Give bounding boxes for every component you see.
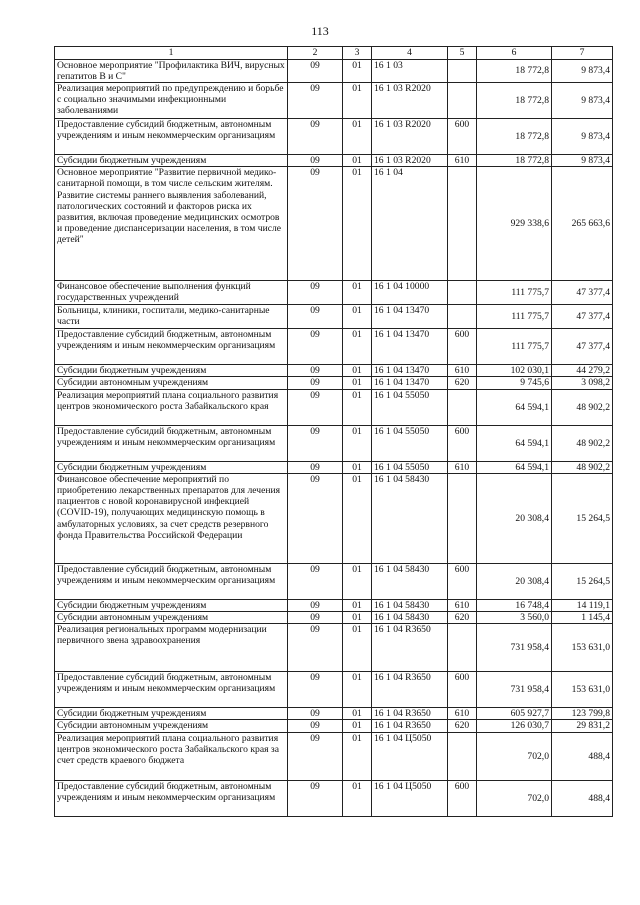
row-col-7: 48 902,2 — [552, 389, 613, 425]
row-name — [55, 599, 288, 611]
table-row — [55, 119, 613, 155]
row-col-6: 18 772,8 — [477, 83, 552, 119]
row-col-5 — [448, 60, 477, 83]
row-col-2: 09 — [288, 425, 343, 461]
row-col-2: 09 — [288, 167, 343, 281]
row-col-3: 01 — [343, 461, 372, 473]
row-name-text: Субсидии автономным учреждениям — [57, 720, 209, 732]
row-col-3: 01 — [343, 473, 372, 563]
row-name-text: Предоставление субсидий бюджетным, автономным учреждениям и иным некоммерческим организациям — [57, 425, 276, 448]
row-col-3: 01 — [343, 563, 372, 599]
row-name-text: Реализация мероприятий по предупреждению и борьбе с социально значимыми инфекционными заболеваниями — [57, 83, 284, 117]
table-row — [55, 329, 613, 365]
row-col-4: 16 1 04 R3650 — [372, 720, 448, 732]
col-header-6: 6 — [477, 47, 552, 60]
row-col-2: 09 — [288, 377, 343, 389]
table-row — [55, 599, 613, 611]
col-header-2: 2 — [288, 47, 343, 60]
col-header-5: 5 — [448, 47, 477, 60]
row-col-5: 600 — [448, 563, 477, 599]
table-row — [55, 624, 613, 672]
row-name — [55, 119, 288, 155]
row-name — [55, 708, 288, 720]
row-name-text: Субсидии бюджетным учреждениям — [57, 708, 207, 720]
table-row — [55, 167, 613, 281]
row-name — [55, 167, 288, 281]
row-col-3: 01 — [343, 708, 372, 720]
row-col-6: 929 338,6 — [477, 167, 552, 281]
row-col-5: 600 — [448, 329, 477, 365]
row-col-4: 16 1 03 — [372, 60, 448, 83]
row-col-7: 15 264,5 — [552, 473, 613, 563]
row-col-5 — [448, 389, 477, 425]
row-name — [55, 780, 288, 816]
row-col-3: 01 — [343, 60, 372, 83]
row-col-6: 731 958,4 — [477, 672, 552, 708]
row-col-5 — [448, 624, 477, 672]
row-col-4: 16 1 04 Ц5050 — [372, 732, 448, 780]
table-row — [55, 461, 613, 473]
table-row — [55, 389, 613, 425]
row-col-2: 09 — [288, 672, 343, 708]
row-col-3: 01 — [343, 377, 372, 389]
row-col-6: 9 745,6 — [477, 377, 552, 389]
table-row — [55, 425, 613, 461]
row-col-6: 702,0 — [477, 732, 552, 780]
row-name-text: Реализация мероприятий плана социального развития центров экономического роста Забайкальского края за счет средств краевого бюджета — [57, 732, 279, 767]
table-row — [55, 155, 613, 167]
table-row — [55, 563, 613, 599]
row-col-3: 01 — [343, 425, 372, 461]
row-col-2: 09 — [288, 780, 343, 816]
row-col-7: 1 145,4 — [552, 612, 613, 624]
row-name — [55, 155, 288, 167]
row-col-3: 01 — [343, 281, 372, 305]
row-col-4: 16 1 04 13470 — [372, 377, 448, 389]
row-col-6: 64 594,1 — [477, 389, 552, 425]
table-row — [55, 377, 613, 389]
row-col-3: 01 — [343, 155, 372, 167]
table-row — [55, 365, 613, 377]
row-col-2: 09 — [288, 155, 343, 167]
row-col-7: 29 831,2 — [552, 720, 613, 732]
row-col-3: 01 — [343, 365, 372, 377]
row-col-3: 01 — [343, 720, 372, 732]
row-col-5: 600 — [448, 780, 477, 816]
row-col-6: 111 775,7 — [477, 329, 552, 365]
row-col-3: 01 — [343, 624, 372, 672]
row-name-text: Предоставление субсидий бюджетным, автономным учреждениям и иным некоммерческим организациям — [57, 329, 276, 352]
row-name-text: Предоставление субсидий бюджетным, автономным учреждениям и иным некоммерческим организациям — [57, 780, 276, 803]
row-col-6: 64 594,1 — [477, 425, 552, 461]
row-name-text: Субсидии автономным учреждениям — [57, 612, 209, 624]
row-col-7: 47 377,4 — [552, 305, 613, 329]
row-col-7: 47 377,4 — [552, 329, 613, 365]
row-col-5 — [448, 281, 477, 305]
row-col-7: 488,4 — [552, 732, 613, 780]
row-col-6: 20 308,4 — [477, 563, 552, 599]
row-name — [55, 60, 288, 83]
row-col-7: 9 873,4 — [552, 60, 613, 83]
row-col-6: 126 030,7 — [477, 720, 552, 732]
row-name — [55, 425, 288, 461]
table-row — [55, 732, 613, 780]
row-col-4: 16 1 04 58430 — [372, 563, 448, 599]
row-col-7: 44 279,2 — [552, 365, 613, 377]
row-col-7: 9 873,4 — [552, 83, 613, 119]
row-col-3: 01 — [343, 83, 372, 119]
row-col-5: 610 — [448, 365, 477, 377]
row-col-5: 610 — [448, 599, 477, 611]
row-name — [55, 473, 288, 563]
row-col-2: 09 — [288, 624, 343, 672]
row-col-6: 18 772,8 — [477, 60, 552, 83]
row-col-4: 16 1 04 55050 — [372, 389, 448, 425]
row-col-4: 16 1 03 R2020 — [372, 83, 448, 119]
row-col-2: 09 — [288, 329, 343, 365]
row-name-text: Основное мероприятие "Развитие первичной медико-санитарной помощи, в том числе сельским жителям. Развитие системы раннего выявления заболеваний, патологических состояний и факторов риска их развития, включая проведение медицинских осмотров и проведение диспансеризации населения, в том числе детей" — [57, 167, 282, 246]
row-col-3: 01 — [343, 780, 372, 816]
row-col-4: 16 1 04 Ц5050 — [372, 780, 448, 816]
row-col-2: 09 — [288, 119, 343, 155]
table-row — [55, 708, 613, 720]
row-col-7: 265 663,6 — [552, 167, 613, 281]
row-name-text: Финансовое обеспечение выполнения функций государственных учреждений — [57, 281, 251, 304]
row-name-text: Больницы, клиники, госпитали, медико-санитарные части — [57, 305, 270, 328]
row-col-5: 600 — [448, 425, 477, 461]
row-col-7: 488,4 — [552, 780, 613, 816]
row-col-2: 09 — [288, 612, 343, 624]
row-name-text: Реализация мероприятий плана социального развития центров экономического роста Забайкальского края — [57, 389, 279, 412]
row-col-6: 18 772,8 — [477, 119, 552, 155]
row-col-6: 605 927,7 — [477, 708, 552, 720]
row-col-6: 731 958,4 — [477, 624, 552, 672]
row-col-2: 09 — [288, 720, 343, 732]
row-name — [55, 329, 288, 365]
row-col-4: 16 1 04 55050 — [372, 461, 448, 473]
table-row — [55, 720, 613, 732]
row-col-5 — [448, 732, 477, 780]
row-col-2: 09 — [288, 365, 343, 377]
row-col-2: 09 — [288, 305, 343, 329]
row-name — [55, 624, 288, 672]
row-name — [55, 612, 288, 624]
row-name-text: Субсидии бюджетным учреждениям — [57, 599, 207, 611]
row-col-5: 620 — [448, 612, 477, 624]
row-col-4: 16 1 04 13470 — [372, 365, 448, 377]
row-col-2: 09 — [288, 563, 343, 599]
row-name — [55, 389, 288, 425]
row-name-text: Субсидии бюджетным учреждениям — [57, 461, 207, 473]
row-col-2: 09 — [288, 473, 343, 563]
row-name — [55, 563, 288, 599]
row-col-5 — [448, 305, 477, 329]
row-col-2: 09 — [288, 389, 343, 425]
row-col-5: 620 — [448, 377, 477, 389]
col-header-4: 4 — [372, 47, 448, 60]
row-name-text: Субсидии бюджетным учреждениям — [57, 365, 207, 377]
row-col-4: 16 1 04 55050 — [372, 425, 448, 461]
budget-table — [54, 46, 613, 817]
row-name-text: Субсидии бюджетным учреждениям — [57, 155, 207, 166]
row-name-text: Предоставление субсидий бюджетным, автономным учреждениям и иным некоммерческим организациям — [57, 563, 276, 587]
row-name — [55, 305, 288, 329]
row-name — [55, 377, 288, 389]
row-name — [55, 720, 288, 732]
row-col-4: 16 1 04 — [372, 167, 448, 281]
row-col-5: 600 — [448, 119, 477, 155]
row-col-3: 01 — [343, 119, 372, 155]
row-col-2: 09 — [288, 732, 343, 780]
row-col-7: 3 098,2 — [552, 377, 613, 389]
row-col-5: 610 — [448, 155, 477, 167]
row-name-text: Основное мероприятие "Профилактика ВИЧ, вирусных гепатитов В и С" — [57, 60, 285, 82]
row-col-4: 16 1 04 58430 — [372, 612, 448, 624]
row-name — [55, 732, 288, 780]
col-header-7: 7 — [552, 47, 613, 60]
row-name-text: Предоставление субсидий бюджетным, автономным учреждениям и иным некоммерческим организациям — [57, 119, 276, 142]
col-header-1: 1 — [55, 47, 288, 60]
row-col-4: 16 1 04 R3650 — [372, 672, 448, 708]
table-row — [55, 780, 613, 816]
table-row — [55, 473, 613, 563]
row-col-4: 16 1 04 13470 — [372, 305, 448, 329]
row-col-7: 153 631,0 — [552, 672, 613, 708]
row-col-5 — [448, 473, 477, 563]
row-col-2: 09 — [288, 708, 343, 720]
row-col-7: 123 799,8 — [552, 708, 613, 720]
row-col-6: 18 772,8 — [477, 155, 552, 167]
row-name-text: Финансовое обеспечение мероприятий по приобретению лекарственных препаратов для лечения пациентов с новой коронавирусной инфекцией (COVID-19), получающих медицинскую помощь в амбулаторных условиях, за счет средств резервного фонда Правительства Российской Федерации — [57, 473, 281, 541]
table-row — [55, 305, 613, 329]
row-col-4: 16 1 03 R2020 — [372, 119, 448, 155]
table-row — [55, 60, 613, 83]
row-col-7: 9 873,4 — [552, 155, 613, 167]
row-col-7: 14 119,1 — [552, 599, 613, 611]
row-col-3: 01 — [343, 329, 372, 365]
row-col-7: 48 902,2 — [552, 461, 613, 473]
row-col-6: 702,0 — [477, 780, 552, 816]
table-row — [55, 612, 613, 624]
row-col-6: 111 775,7 — [477, 305, 552, 329]
row-col-7: 48 902,2 — [552, 425, 613, 461]
page-number: 113 — [311, 24, 329, 38]
row-col-2: 09 — [288, 83, 343, 119]
col-header-3: 3 — [343, 47, 372, 60]
row-name-text: Предоставление субсидий бюджетным, автономным учреждениям и иным некоммерческим организациям — [57, 672, 276, 695]
row-col-7: 15 264,5 — [552, 563, 613, 599]
row-col-3: 01 — [343, 167, 372, 281]
row-col-2: 09 — [288, 60, 343, 83]
row-col-6: 20 308,4 — [477, 473, 552, 563]
row-col-6: 111 775,7 — [477, 281, 552, 305]
row-name-text: Субсидии автономным учреждениям — [57, 377, 209, 389]
row-name-text: Реализация региональных программ модернизации первичного звена здравоохранения — [57, 624, 267, 647]
row-col-6: 64 594,1 — [477, 461, 552, 473]
row-col-3: 01 — [343, 599, 372, 611]
table-header-row — [55, 47, 613, 60]
row-col-4: 16 1 04 R3650 — [372, 708, 448, 720]
row-col-4: 16 1 04 10000 — [372, 281, 448, 305]
row-col-3: 01 — [343, 672, 372, 708]
row-col-7: 9 873,4 — [552, 119, 613, 155]
row-col-5 — [448, 167, 477, 281]
table-row — [55, 281, 613, 305]
row-col-4: 16 1 03 R2020 — [372, 155, 448, 167]
row-col-3: 01 — [343, 732, 372, 780]
row-name — [55, 83, 288, 119]
row-col-3: 01 — [343, 612, 372, 624]
row-col-7: 153 631,0 — [552, 624, 613, 672]
row-col-4: 16 1 04 58430 — [372, 473, 448, 563]
row-name — [55, 365, 288, 377]
row-col-6: 102 030,1 — [477, 365, 552, 377]
row-col-3: 01 — [343, 389, 372, 425]
row-col-6: 3 560,0 — [477, 612, 552, 624]
row-col-5: 610 — [448, 461, 477, 473]
row-col-6: 16 748,4 — [477, 599, 552, 611]
row-name — [55, 281, 288, 305]
row-name — [55, 461, 288, 473]
row-col-2: 09 — [288, 461, 343, 473]
row-col-5: 610 — [448, 708, 477, 720]
row-col-7: 47 377,4 — [552, 281, 613, 305]
row-col-5: 620 — [448, 720, 477, 732]
row-col-2: 09 — [288, 281, 343, 305]
row-col-4: 16 1 04 58430 — [372, 599, 448, 611]
row-col-2: 09 — [288, 599, 343, 611]
row-col-3: 01 — [343, 305, 372, 329]
row-col-5: 600 — [448, 672, 477, 708]
row-col-4: 16 1 04 R3650 — [372, 624, 448, 672]
row-col-4: 16 1 04 13470 — [372, 329, 448, 365]
table-row — [55, 83, 613, 119]
row-name — [55, 672, 288, 708]
row-col-5 — [448, 83, 477, 119]
table-row — [55, 672, 613, 708]
